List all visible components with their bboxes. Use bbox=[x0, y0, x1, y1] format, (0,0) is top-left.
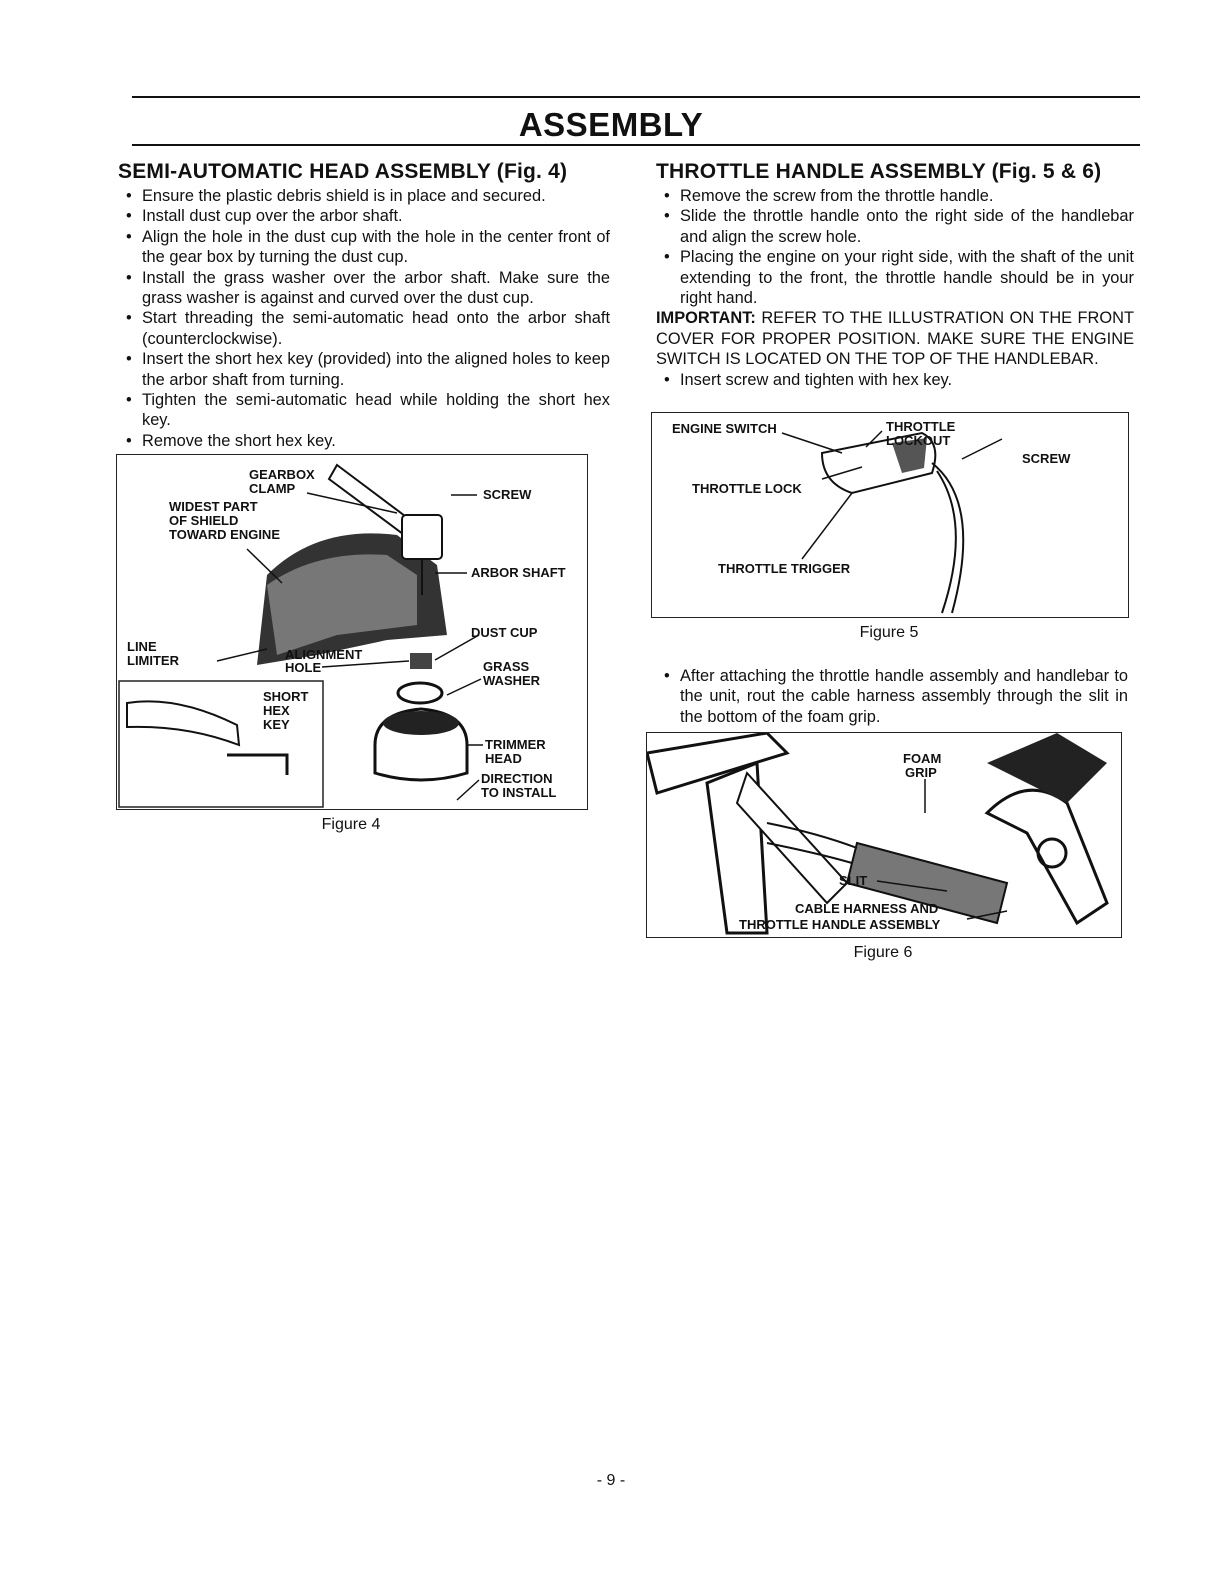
label-widest-part: WIDEST PART bbox=[169, 499, 258, 514]
semi-automatic-head-section bbox=[118, 160, 610, 451]
throttle-handle-section bbox=[656, 160, 1134, 390]
important-text: REFER TO THE ILLUSTRATION ON THE FRONT COVER FOR PROPER POSITION. MAKE SURE THE ENGINE SWITCH IS LOCATED ON THE TOP OF THE HANDLEBAR. bbox=[656, 309, 1134, 369]
label-grip: GRIP bbox=[905, 765, 937, 780]
label-line: LINE bbox=[127, 639, 157, 654]
grass-washer-shape bbox=[398, 683, 442, 703]
leader-line bbox=[782, 433, 842, 453]
list-item: • Slide the throttle handle onto the right side of the handlebar and align the screw hole. bbox=[656, 206, 1134, 247]
label-engine-switch: ENGINE SWITCH bbox=[672, 421, 777, 436]
label-grass: GRASS bbox=[483, 659, 530, 674]
label-clamp: CLAMP bbox=[249, 481, 296, 496]
label-screw: SCREW bbox=[1022, 451, 1071, 466]
figure-6 bbox=[646, 732, 1122, 938]
section-heading: SEMI-AUTOMATIC HEAD ASSEMBLY (Fig. 4) bbox=[118, 160, 568, 183]
important-note bbox=[656, 308, 1134, 369]
page-title: ASSEMBLY bbox=[518, 106, 704, 143]
list-item: • Insert screw and tighten with hex key. bbox=[656, 370, 1134, 390]
list-item: • Insert the short hex key (provided) into the aligned holes to keep the arbor shaft from turning. bbox=[118, 349, 610, 390]
hex-key-shape bbox=[227, 755, 287, 775]
label-cable-harness: CABLE HARNESS AND bbox=[795, 901, 939, 916]
leader-line bbox=[962, 439, 1002, 459]
label-toward-engine: TOWARD ENGINE bbox=[169, 527, 280, 542]
label-dust-cup: DUST CUP bbox=[471, 625, 538, 640]
list-item: • Tighten the semi-automatic head while holding the short hex key. bbox=[118, 390, 610, 431]
label-to-install: TO INSTALL bbox=[481, 785, 557, 800]
list-item: • Ensure the plastic debris shield is in place and secured. bbox=[118, 186, 610, 206]
handle-sketch bbox=[127, 701, 239, 745]
list-item: • Install dust cup over the arbor shaft. bbox=[118, 206, 610, 226]
handle-end-shape bbox=[987, 733, 1107, 803]
list-item: • Align the hole in the dust cup with the hole in the center front of the gear box by turning the dust cup. bbox=[118, 227, 610, 268]
figure-4 bbox=[116, 454, 588, 810]
label-arbor-shaft: ARBOR SHAFT bbox=[471, 565, 566, 580]
label-direction: DIRECTION bbox=[481, 771, 553, 786]
label-key: KEY bbox=[263, 717, 290, 732]
instruction-list bbox=[656, 370, 1134, 390]
instruction-list bbox=[656, 186, 1134, 308]
label-limiter: LIMITER bbox=[127, 653, 179, 668]
leader-line bbox=[802, 493, 852, 559]
label-alignment: ALIGNMENT bbox=[285, 647, 363, 662]
figure-5 bbox=[651, 412, 1129, 618]
label-washer: WASHER bbox=[483, 673, 541, 688]
instruction-list bbox=[656, 666, 1128, 727]
label-short: SHORT bbox=[263, 689, 309, 704]
label-head: HEAD bbox=[485, 751, 522, 766]
section-heading: THROTTLE HANDLE ASSEMBLY (Fig. 5 & 6) bbox=[656, 160, 1102, 183]
label-throttle-lock: THROTTLE LOCK bbox=[692, 481, 802, 496]
figure-5-caption: Figure 5 bbox=[859, 624, 919, 641]
gearbox-shape bbox=[402, 515, 442, 559]
label-hole: HOLE bbox=[285, 660, 322, 675]
label-foam: FOAM bbox=[903, 751, 942, 766]
leader-line bbox=[247, 549, 282, 583]
figure-5-illustration bbox=[652, 413, 1128, 617]
leader-line bbox=[447, 679, 481, 695]
dust-cup-shape bbox=[410, 653, 432, 669]
label-trimmer: TRIMMER bbox=[485, 737, 546, 752]
label-hex: HEX bbox=[263, 703, 290, 718]
title-underline bbox=[132, 144, 1140, 146]
label-lockout: LOCKOUT bbox=[886, 433, 951, 448]
figure-6-caption: Figure 6 bbox=[853, 944, 913, 961]
list-item: • After attaching the throttle handle assembly and handlebar to the unit, rout the cable harness assembly through the slit in the bottom of the foam grip. bbox=[656, 666, 1128, 727]
label-slit: SLIT bbox=[839, 873, 868, 888]
label-throttle: THROTTLE bbox=[886, 419, 956, 434]
trimmer-head-top bbox=[383, 711, 459, 735]
handlebar-shape bbox=[987, 790, 1107, 923]
figure-4-illustration bbox=[117, 455, 587, 809]
figure-4-caption: Figure 4 bbox=[321, 816, 381, 833]
list-item: • Remove the screw from the throttle handle. bbox=[656, 186, 1134, 206]
list-item: • Placing the engine on your right side, with the shaft of the unit extending to the front, the throttle handle should be in your right hand. bbox=[656, 247, 1134, 308]
list-item: • Remove the short hex key. bbox=[118, 431, 610, 451]
leader-line bbox=[457, 780, 479, 800]
top-rule bbox=[132, 96, 1140, 98]
routing-instruction bbox=[656, 666, 1128, 727]
label-throttle-trigger: THROTTLE TRIGGER bbox=[718, 561, 851, 576]
label-screw: SCREW bbox=[483, 487, 532, 502]
label-of-shield: OF SHIELD bbox=[169, 513, 239, 528]
page-number: - 9 - bbox=[596, 1472, 626, 1489]
instruction-list bbox=[118, 186, 610, 451]
important-label: IMPORTANT: bbox=[656, 309, 756, 328]
label-gearbox: GEARBOX bbox=[249, 467, 315, 482]
figure-6-illustration bbox=[647, 733, 1121, 937]
list-item: • Start threading the semi-automatic head onto the arbor shaft (counterclockwise). bbox=[118, 308, 610, 349]
cable-line bbox=[937, 471, 956, 613]
list-item: • Install the grass washer over the arbor shaft. Make sure the grass washer is against and curved over the dust cup. bbox=[118, 268, 610, 309]
label-throttle-handle-assembly: THROTTLE HANDLE ASSEMBLY bbox=[739, 917, 941, 932]
